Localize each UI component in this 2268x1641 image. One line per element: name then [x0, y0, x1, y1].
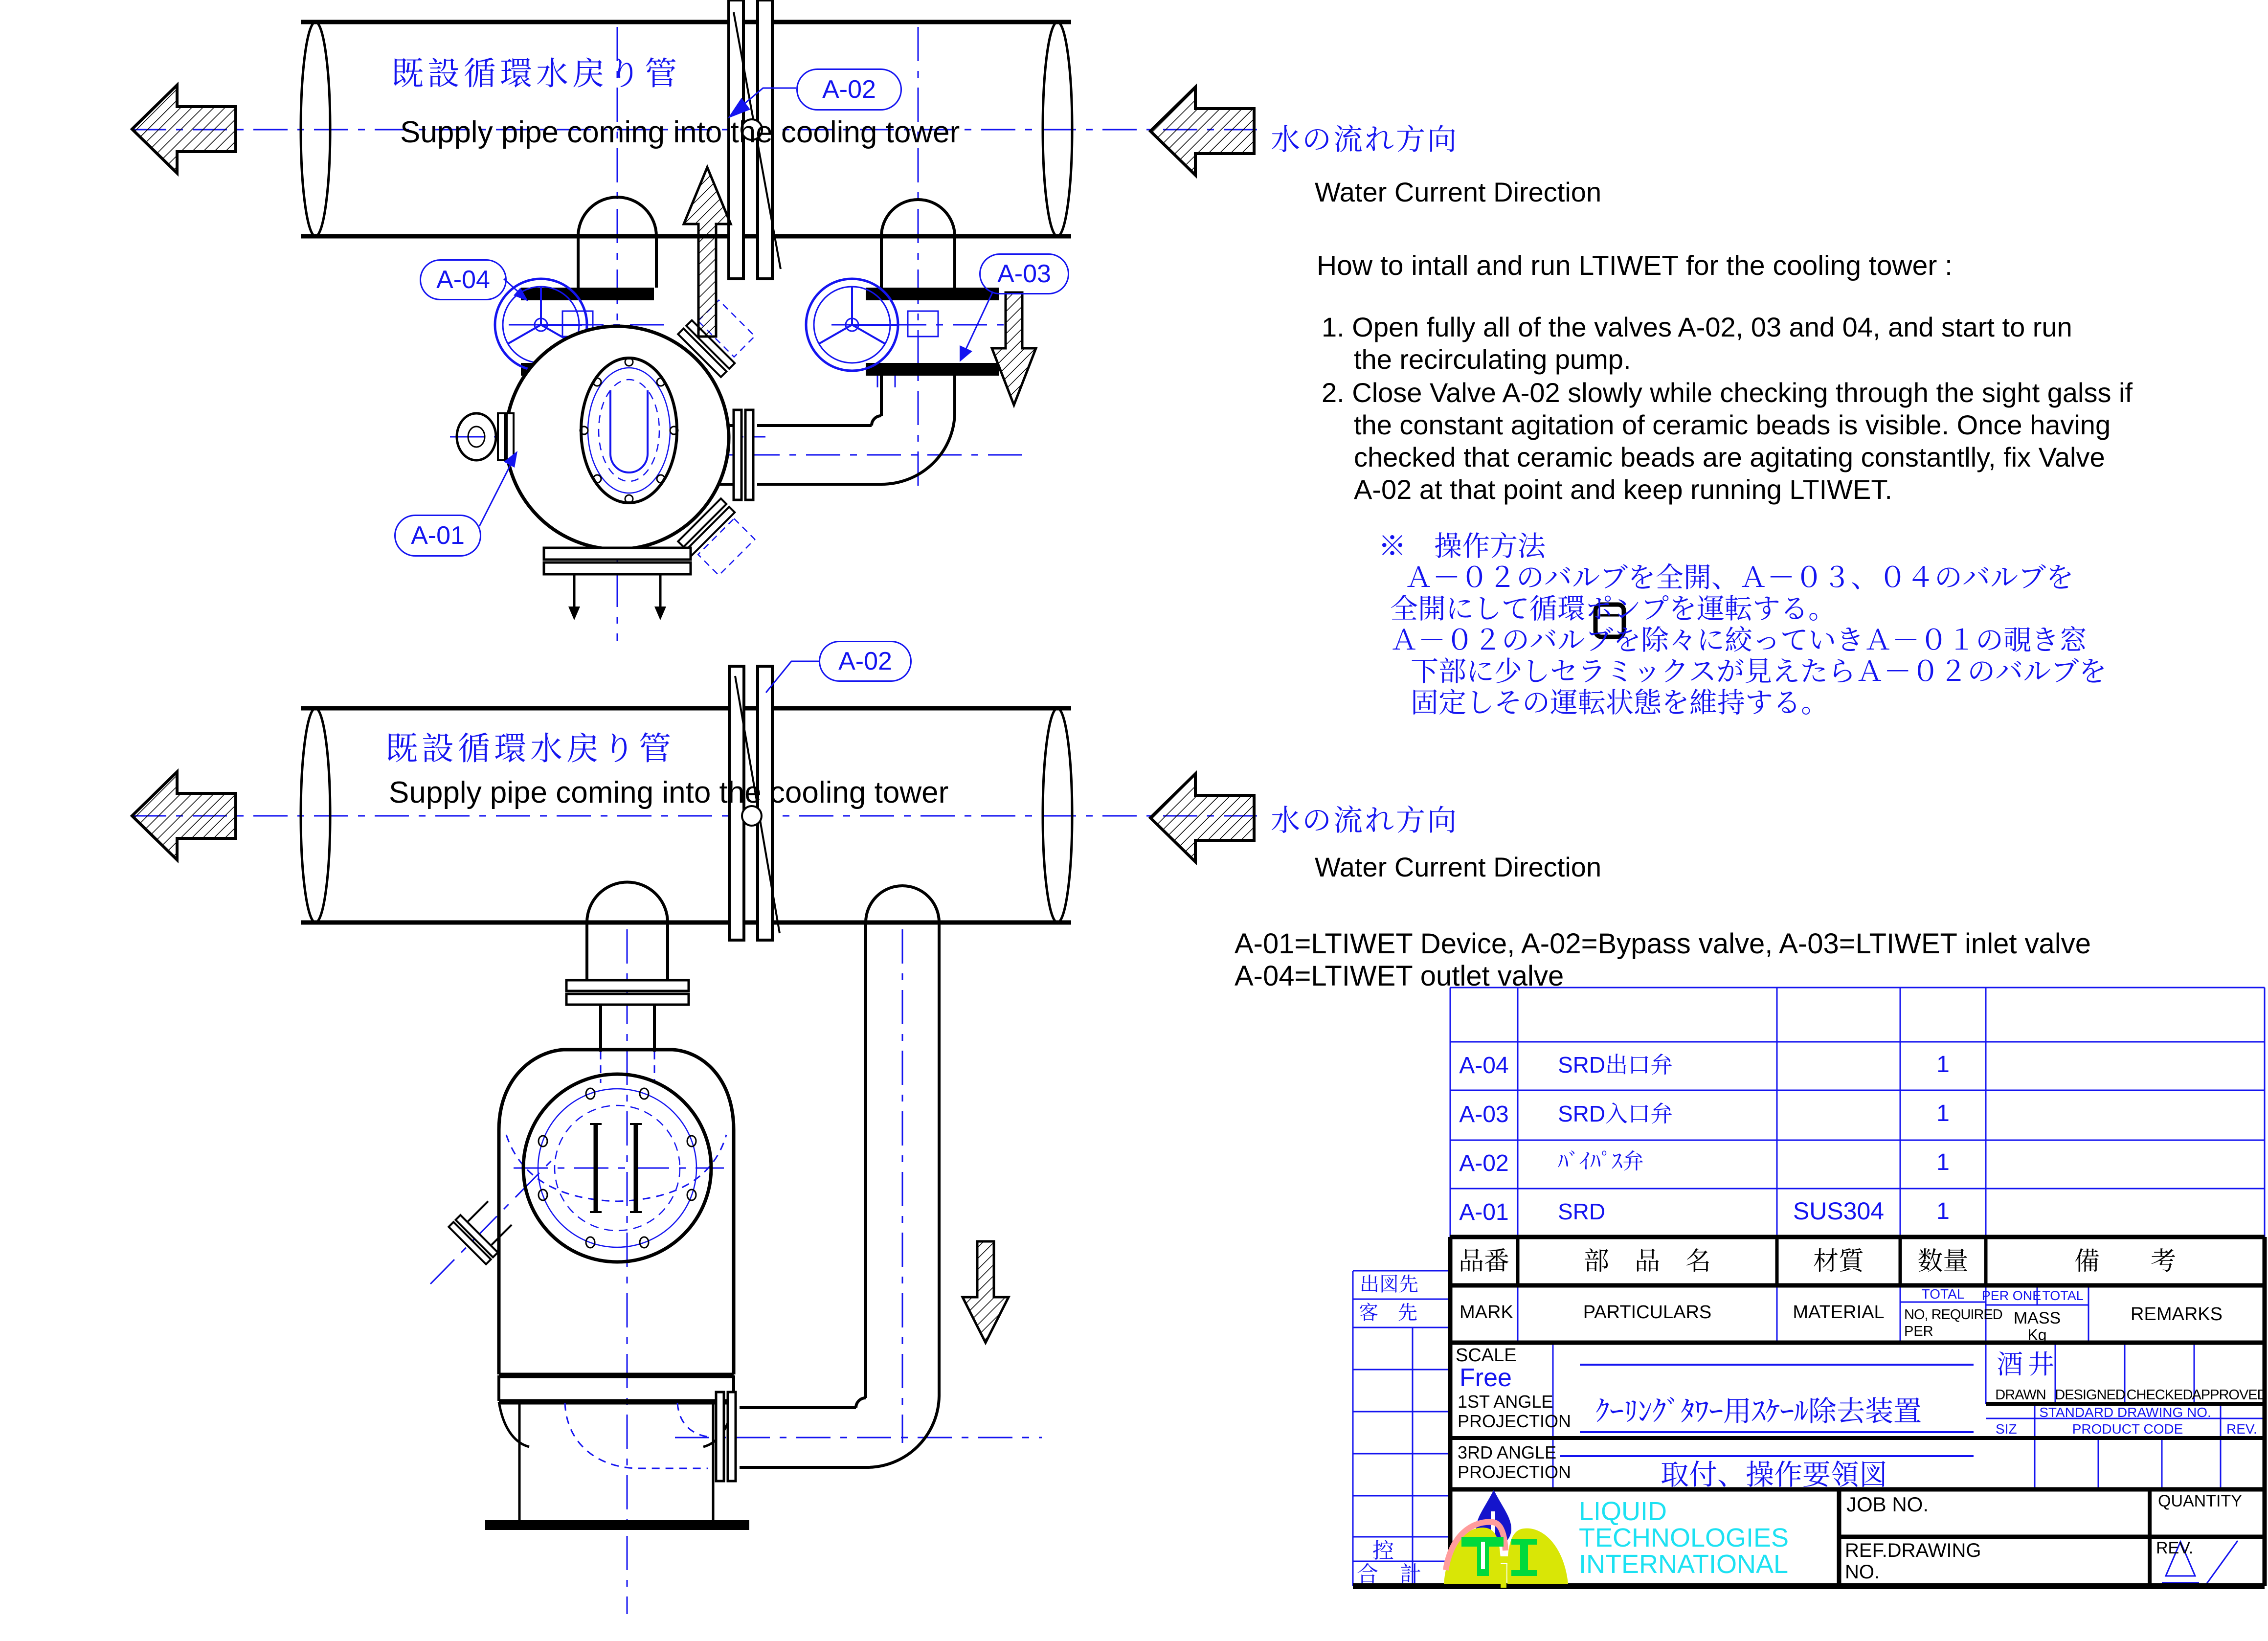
scale-value: Free [1460, 1364, 1512, 1392]
standard-drawing-no-label: STANDARD DRAWING NO. [2039, 1405, 2211, 1420]
header-remarks-jp: 備 考 [2074, 1247, 2176, 1276]
part-name: ﾊﾞｲﾊﾟｽ弁 [1558, 1149, 1644, 1173]
jp-instruction-line: 固定しその運転状態を維持する。 [1411, 687, 1829, 719]
tag-a02-label: A-02 [822, 75, 876, 104]
pipe-label-jp-bottom: 既設循環水戻り管 [385, 730, 675, 766]
header-mark-jp: 品番 [1458, 1247, 1509, 1276]
down-arrow-icon [992, 292, 1036, 405]
down-arrow-icon [963, 1241, 1009, 1343]
product-code-label: PRODUCT CODE [2072, 1421, 2183, 1437]
dispatch-label: 出図先 [1360, 1274, 1418, 1295]
instruction-line: 2. Close Valve A-02 slowly while checking through the sight galss if [1322, 377, 2133, 408]
rev-small-label: REV. [2226, 1421, 2257, 1437]
part-mark: A-01 [1459, 1199, 1509, 1225]
tag-a02-label: A-02 [838, 647, 892, 675]
jp-instruction-line: Ａ－０２のバルブを全開、Ａ－０３、０４のバルブを [1405, 562, 2074, 593]
ltiwet-tank [449, 1050, 749, 1530]
tag-a01-label: A-01 [411, 521, 465, 550]
grand-total-label: 合 計 [1357, 1562, 1421, 1586]
flow-label-en-top: Water Current Direction [1315, 177, 1602, 207]
approved-label: APPROVED [2192, 1387, 2267, 1403]
part-name: SRD [1558, 1199, 1606, 1224]
flow-arrow-left-icon [132, 772, 236, 860]
part-qty: 1 [1936, 1149, 1950, 1175]
job-no-label: JOB NO. [1846, 1493, 1929, 1516]
company-logo [1444, 1490, 1568, 1588]
flow-arrow-right-icon [1150, 87, 1254, 175]
tag-bubble-a02-bottom [819, 641, 912, 682]
part-name: SRD入口弁 [1558, 1101, 1673, 1126]
siz-label: SIZ [1996, 1421, 2017, 1437]
part-mark: A-02 [1459, 1150, 1509, 1176]
jp-instruction-line: Ａ－０２のバルブを除々に絞っていきＡ－０１の覗き窓 [1390, 625, 2087, 656]
ltiwet-device [457, 297, 758, 620]
flow-arrow-left-icon [132, 85, 236, 173]
jp-instruction-line: 下部に少しセラミックスが見えたらＡ－０２のバルブを [1411, 656, 2107, 687]
tag-a04-label: A-04 [436, 266, 490, 294]
instructions-heading: How to intall and run LTIWET for the cooling tower : [1317, 250, 1953, 281]
tag-bubble-a01 [394, 515, 481, 557]
header-qty-line1: NO, REQUIRED [1904, 1307, 2002, 1323]
header-mass-total: TOTAL [2042, 1288, 2084, 1303]
part-mark: A-04 [1459, 1053, 1509, 1079]
header-mark-en: MARK [1460, 1302, 1513, 1323]
copy-label: 控 [1372, 1539, 1394, 1563]
flow-arrow-right-icon [1150, 774, 1254, 862]
drawing-title-jp: 取付、操作要領図 [1661, 1459, 1888, 1491]
part-qty: 1 [1936, 1101, 1950, 1126]
drawn-by-name: 酒井 [1997, 1350, 2059, 1379]
diagram-top [132, 0, 1257, 641]
instruction-line: the recirculating pump. [1354, 344, 1631, 375]
header-mass-line1: MASS [2013, 1309, 2061, 1327]
rev-label: REV. [2156, 1539, 2194, 1557]
header-name-en: PARTICULARS [1583, 1302, 1712, 1323]
header-material-en: MATERIAL [1793, 1302, 1885, 1323]
instruction-line: the constant agitation of ceramic beads is visible. Once having [1354, 409, 2111, 440]
logo-word-line1: LIQUID [1579, 1497, 1667, 1526]
legend-line1: A-01=LTIWET Device, A-02=Bypass valve, A-03=LTIWET inlet valve [1235, 928, 2091, 960]
jp-instructions-title: ※ 操作方法 [1378, 531, 1546, 562]
header-qty-jp: 数量 [1917, 1247, 1969, 1276]
pipe-label-en-top: Supply pipe coming into the cooling tower [400, 115, 960, 149]
ref-drawing-line1: REF.DRAWING [1845, 1540, 1981, 1561]
flow-label-jp-top: 水の流れ方向 [1271, 123, 1459, 156]
instruction-line: A-02 at that point and keep running LTIWET. [1354, 474, 1892, 505]
part-qty: 1 [1936, 1052, 1950, 1078]
drawn-label: DRAWN [1995, 1387, 2046, 1403]
designed-label: DESIGNED [2055, 1387, 2125, 1403]
up-arrow-icon [684, 167, 731, 337]
header-qty-total: TOTAL [1921, 1286, 1965, 1302]
flow-label-en-bottom: Water Current Direction [1315, 852, 1602, 882]
instruction-line: checked that ceramic beads are agitating constantlly, fix Valve [1354, 442, 2105, 472]
pipe-label-jp-top: 既設循環水戻り管 [391, 55, 681, 91]
part-name: SRD出口弁 [1558, 1052, 1673, 1078]
logo-word-line2: TECHNOLOGIES [1579, 1523, 1789, 1552]
ref-drawing-line2: NO. [1845, 1561, 1880, 1583]
tag-bubble-a04 [420, 259, 507, 300]
part-mark: A-03 [1459, 1101, 1509, 1127]
header-qty-line2: PER [1904, 1324, 1933, 1339]
header-mass-line2: Kg [2027, 1326, 2047, 1344]
pipe-label-en-bottom: Supply pipe coming into the cooling tower [389, 776, 949, 809]
flow-label-jp-bottom: 水の流れ方向 [1271, 804, 1459, 837]
tag-bubble-a03 [979, 253, 1069, 294]
header-name-jp: 部 品 名 [1583, 1247, 1711, 1276]
header-remarks-en: REMARKS [2131, 1304, 2223, 1325]
scale-label: SCALE [1456, 1345, 1517, 1366]
jp-instruction-line: 全開にして循環ポンプを運転する。 [1390, 593, 1836, 625]
part-material: SUS304 [1793, 1197, 1885, 1225]
first-angle-line2: PROJECTION [1458, 1411, 1572, 1431]
first-angle-line1: 1ST ANGLE [1458, 1392, 1553, 1412]
checked-label: CHECKED [2126, 1387, 2193, 1403]
third-angle-line1: 3RD ANGLE [1458, 1442, 1557, 1462]
legend-line2: A-04=LTIWET outlet valve [1235, 960, 1564, 992]
product-title-jp: ｸｰﾘﾝｸﾞﾀﾜｰ用ｽｹｰﾙ除去装置 [1595, 1395, 1922, 1427]
header-mass-perone: PER ONE [1981, 1288, 2042, 1303]
inlet-valve-icon [806, 279, 999, 387]
quantity-label: QUANTITY [2158, 1492, 2242, 1510]
part-qty: 1 [1936, 1198, 1950, 1224]
logo-word-line3: INTERNATIONAL [1579, 1550, 1789, 1579]
tag-a03-label: A-03 [997, 260, 1051, 288]
customer-label: 客 先 [1359, 1302, 1417, 1324]
instruction-line: 1. Open fully all of the valves A-02, 03 and 04, and start to run [1322, 312, 2072, 342]
third-angle-line2: PROJECTION [1458, 1462, 1572, 1482]
header-material-jp: 材質 [1813, 1247, 1864, 1276]
tag-bubble-a02-top [796, 68, 902, 111]
